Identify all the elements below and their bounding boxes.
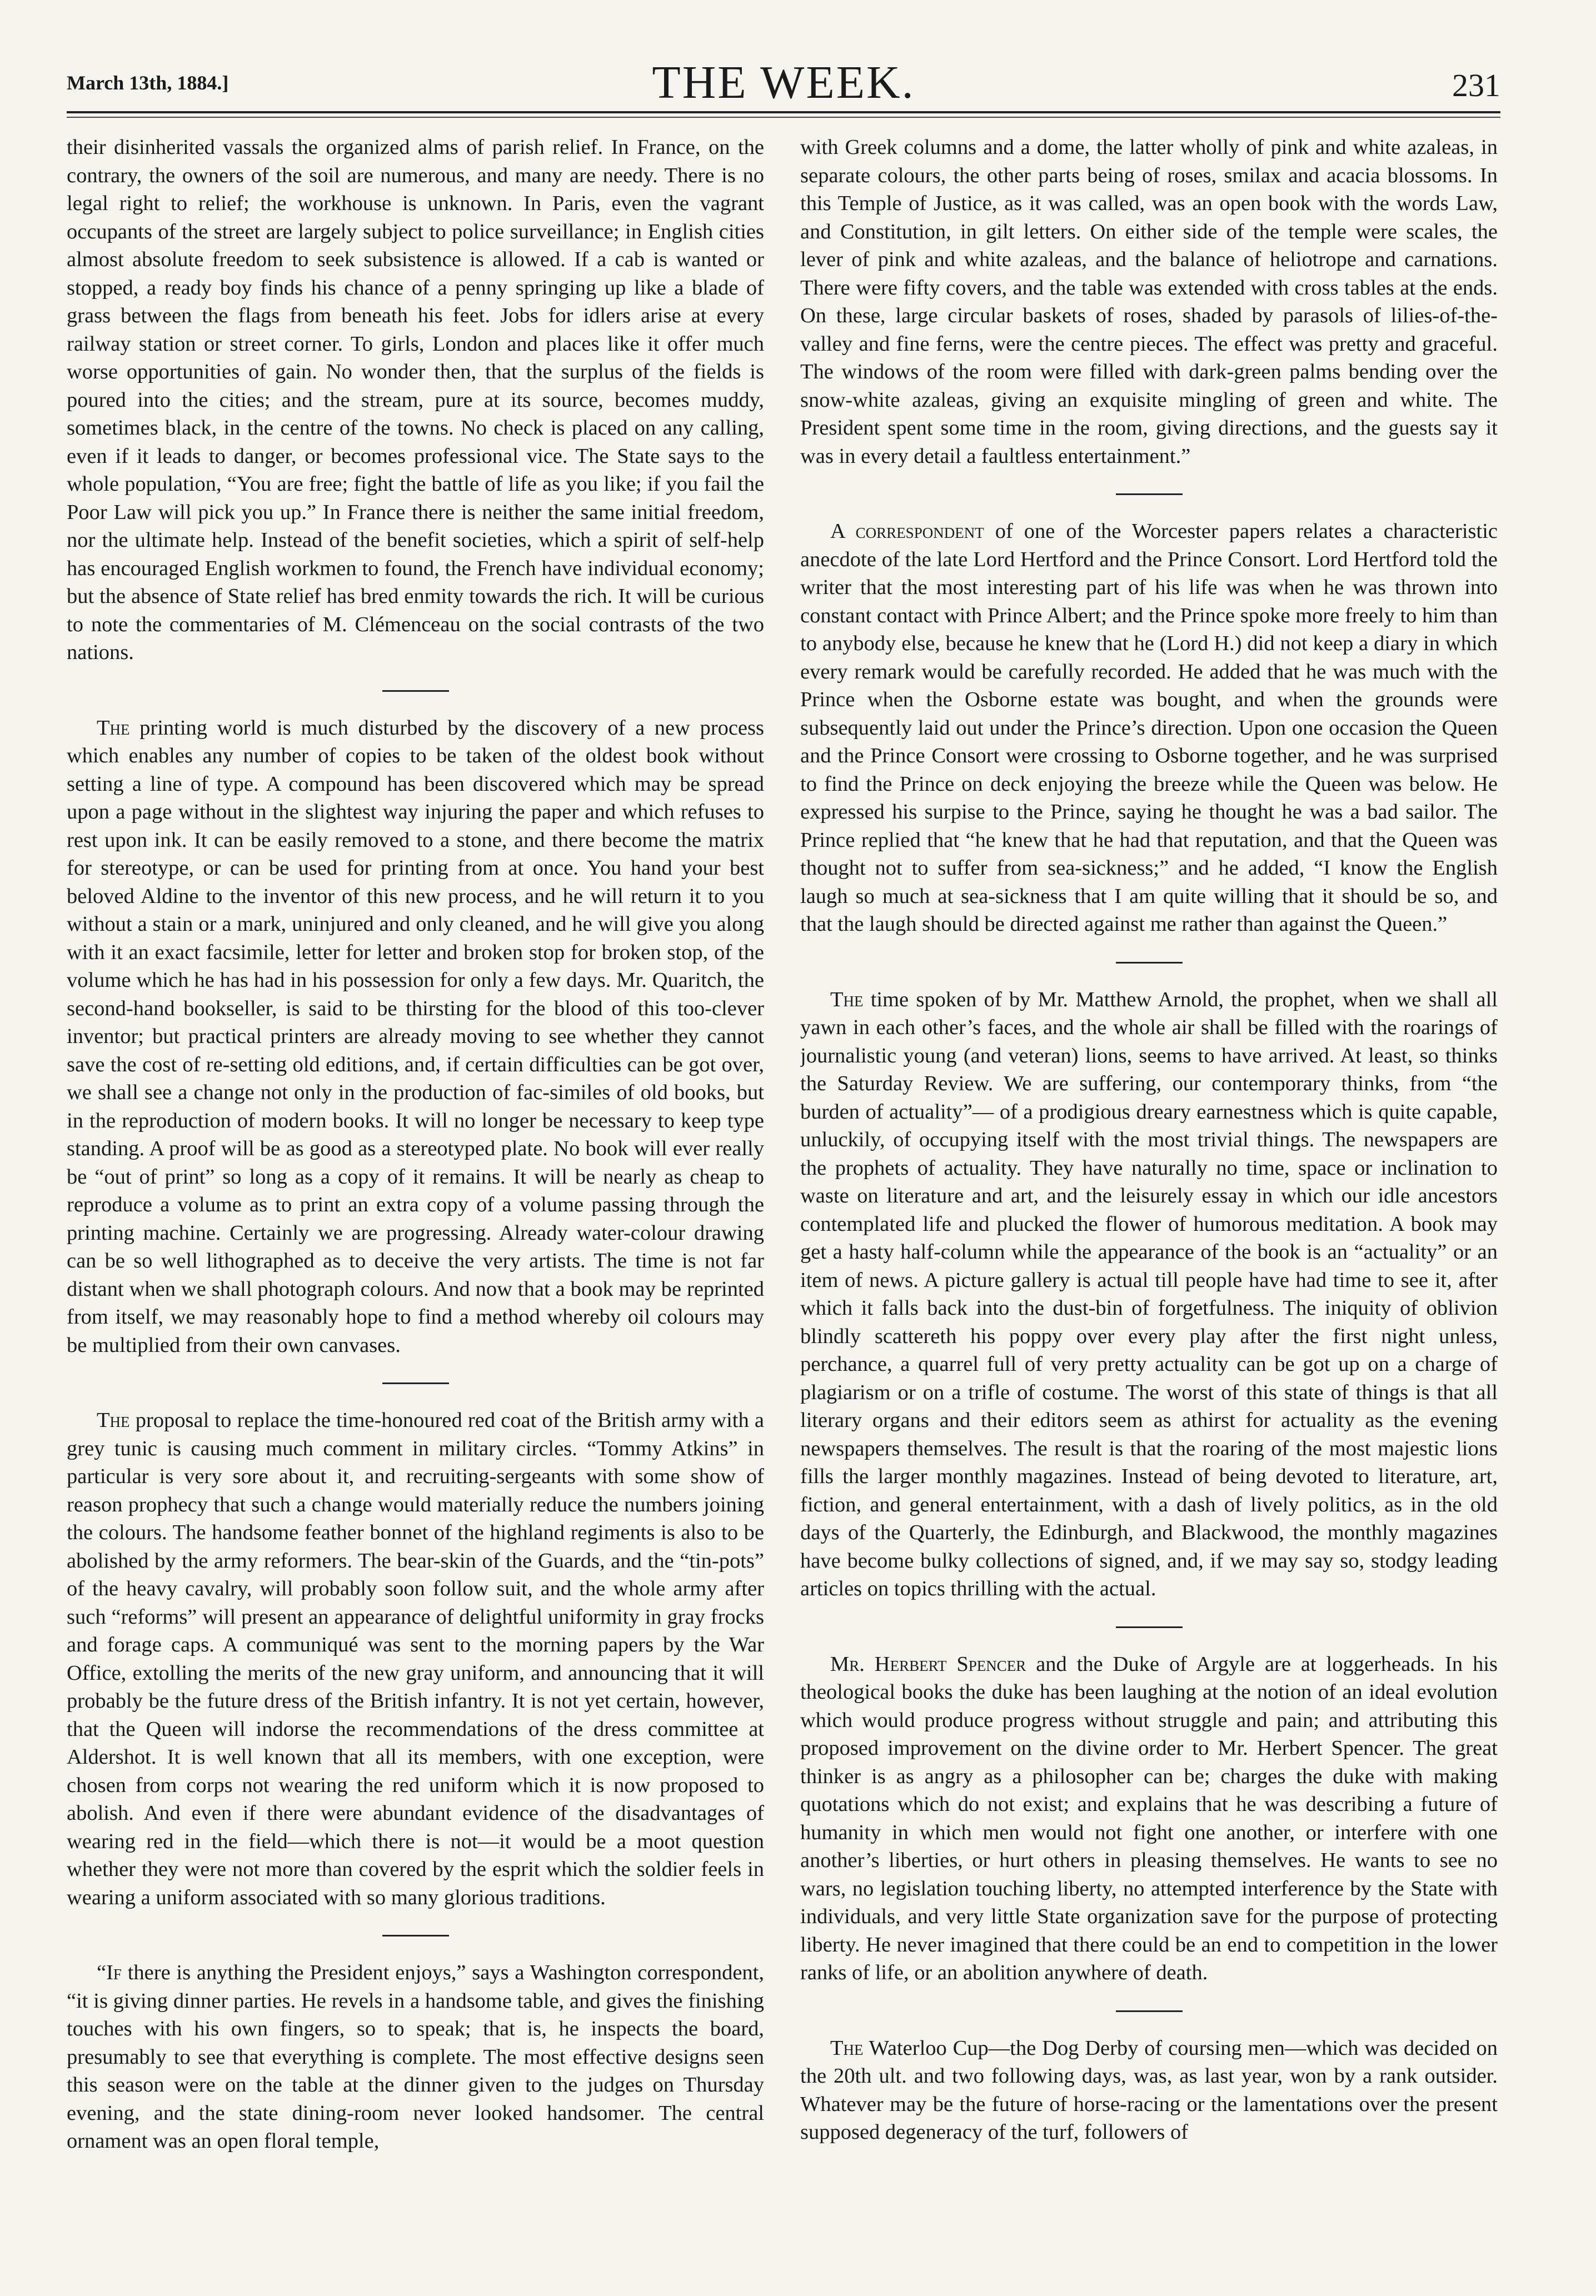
paragraph-lead: The [97, 716, 130, 740]
section-divider [1116, 962, 1183, 964]
right-column [800, 133, 1498, 2256]
paragraph-lead: The [97, 1409, 130, 1432]
paragraph-lead: Mr. Herbert Spencer [830, 1652, 1026, 1676]
paragraph-text: there is anything the President enjoys,” says a Washington correspondent, “it is giving dinner parties. He revels in a handsome table, and gives the finishing touches with his own fingers, so to speak; that is, he inspects the board, presumably to see that everything is complete. The most effective designs seen this season were on the table at the dinner given to the judges on Thursday evening, and the state dining-room never looked handsomer. The central ornament was an open floral temple, [67, 1961, 764, 2153]
paragraph-text: time spoken of by Mr. Matthew Arnold, the prophet, when we shall all yawn in each other’s faces, and the whole air shall be filled with the roarings of journalistic young (and veteran) lions, seems to have arrived. At least, so thinks the Saturday Review. We are suffering, our contemporary thinks, from “the burden of actuality”— of a prodigious dreary earnestness which is quite capable, unluckily, of occupying itself with the most trivial things. The newspapers are the prophets of actuality. They have naturally no time, space or inclination to waste on literature and art, and the leisurely essay in which our idle ancestors contemplated life and plucked the flower of humorous meditation. A book may get a hasty half-column while the appearance of the book is an “actuality” or an item of news. A picture gallery is actual till people have had time to see it, after which it falls back into the dust-bin of forgetfulness. The iniquity of oblivion blindly scattereth his poppy over every play after the first night unless, perchance, a quarrel full of very pretty actuality can be got up on a charge of plagiarism or on a trifle of costume. The worst of this state of things is that all literary organs and their editors seem as athirst for actuality as the evening newspapers themselves. The result is that the roaring of the most majestic lions fills the larger monthly magazines. Instead of being devoted to literature, art, fiction, and general entertainment, with a dash of lively politics, as in the old days of the Quarterly, the Edinburgh, and Blackwood, the monthly magazines have become bulky collections of signed, and, if we may say so, stodgy leading articles on topics thrilling with the actual. [800, 987, 1498, 1600]
paragraph-lead: The [830, 2036, 864, 2060]
article-paragraph [67, 714, 764, 1360]
paragraph-text: with Greek columns and a dome, the latter wholly of pink and white azaleas, in separate colours, the other parts being of roses, smilax and acacia blossoms. In this Temple of Justice, as it was called, was an open book with the words Law, and Constitution, in gilt letters. On either side of the temple were scales, the lever of pink and white azaleas, and the balance of heliotrope and carnations. There were fifty covers, and the table was extended with cross tables at the ends. On these, large circular baskets of roses, shaded by parasols of lilies-of-the-valley and fine ferns, were the centre pieces. The effect was pretty and graceful. The windows of the room were filled with dark-green palms bending over the snow-white azaleas, giving an exquisite mingling of green and white. The President spent some time in the room, giving directions, and the guests say it was in every detail a faultless entertainment.” [800, 136, 1498, 468]
article-paragraph [67, 1406, 764, 1911]
header-rule [67, 111, 1500, 113]
article-paragraph [800, 2034, 1498, 2147]
section-divider [1116, 493, 1183, 495]
article-paragraph [67, 1959, 764, 2155]
section-divider [382, 690, 449, 692]
paragraph-text: Waterloo Cup—the Dog Derby of coursing men—which was decided on the 20th ult. and two following days, was, as last year, won by a rank outsider. Whatever may be the future of horse-racing or the lamentations over the present supposed degeneracy of the turf, followers of [800, 2036, 1498, 2144]
page-header [67, 56, 1500, 117]
section-divider [1116, 2010, 1183, 2012]
paragraph-lead: The [830, 987, 864, 1011]
issue-date: March 13th, 1884.] [67, 72, 229, 94]
article-paragraph [800, 133, 1498, 470]
article-paragraph [800, 1650, 1498, 1987]
header-rule-thin [67, 117, 1500, 118]
paragraph-text: and the Duke of Argyle are at loggerheads. In his theological books the duke has been laughing at the notion of an ideal evolution which would produce progress without struggle and pain; and attributing this proposed improvement on the divine order to Mr. Herbert Spencer. The great thinker is as angry as a philosopher can be; charges the duke with making quotations which do not exist; and explains that he was describing a future of humanity in which men would not fight one another, or interfere with one another’s liberties, or hurt others in pleasing themselves. He wants to see no wars, no legislation touching liberty, no attempted interference by the State with individuals, and very little State organization save for the purpose of protecting liberty. He never imagined that there could be an end to competition in the lower ranks of life, or an abolition anywhere of death. [800, 1652, 1498, 1984]
paragraph-text: of one of the Worcester papers relates a characteristic anecdote of the late Lord Hertford and the Prince Consort. Lord Hertford told the writer that the most interesting part of his life was when he was thrown into constant contact with Prince Albert; and the Prince spoke more freely to him than to anybody else, because he knew that he (Lord H.) did not keep a diary in which every remark would be carefully recorded. He added that he was much with the Prince when the Osborne estate was bought, and when the grounds were subsequently laid out under the Prince’s direction. Upon one occasion the Queen and the Prince Consort were crossing to Osborne together, and he was surprised to find the Prince on deck enjoying the breeze while the Queen was below. He expressed his surpise to the Prince, saying he thought he was a bad sailor. The Prince replied that “he knew that he had that reputation, and that the Queen was thought not to suffer from sea-sickness;” and he added, “I know the English laugh so much at sea-sickness that I am quite willing that it should be so, and that the laugh should be directed against me rather than against the Queen.” [800, 520, 1498, 936]
article-paragraph [800, 986, 1498, 1603]
paragraph-lead: A correspondent [830, 520, 984, 543]
masthead-title: THE WEEK. [652, 57, 915, 108]
paragraph-lead: “If [97, 1961, 122, 1984]
paragraph-text: printing world is much disturbed by the discovery of a new process which enables any number of copies to be taken of the oldest book without setting a line of type. A compound has been discovered which may be spread upon a page without in the slightest way injuring the paper and which refuses to rest upon ink. It can be easily removed to a stone, and there become the matrix for stereotype, or can be used for printing from at once. You hand your best beloved Aldine to the inventor of this new process, and he will return it to you without a stain or a mark, uninjured and only cleaned, and he will give you along with it an exact facsimile, letter for letter and broken stop for broken stop, of the volume which he has had in his possession for only a few days. Mr. Quaritch, the second-hand bookseller, is said to be thirsting for the blood of this too-clever inventor; but practical printers are already moving to see whether they cannot save the cost of re-setting old editions, and, if certain difficulties can be got over, we shall see a change not only in the production of fac-similes of old books, but in the reproduction of modern books. It will no longer be necessary to keep type standing. A proof will be as good as a stereotyped plate. No book will ever really be “out of print” so long as a copy of it remains. It will be nearly as cheap to reproduce a volume as to print an extra copy of a volume passing through the printing machine. Certainly we are progressing. Already water-colour drawing can be so well lithographed as to deceive the very artists. The time is not far distant when we shall photograph colours. And now that a book may be reprinted from itself, we may reasonably hope to find a method whereby oil colours may be multiplied from their own canvases. [67, 716, 764, 1357]
article-paragraph [800, 517, 1498, 939]
article-paragraph [67, 133, 764, 667]
section-divider [382, 1382, 449, 1384]
section-divider [1116, 1626, 1183, 1628]
page-number: 231 [1452, 67, 1500, 103]
section-divider [382, 1935, 449, 1936]
paragraph-text: their disinherited vassals the organized alms of parish relief. In France, on the contrary, the owners of the soil are numerous, and many are needy. There is no legal right to relief; the workhouse is unknown. In Paris, even the vagrant occupants of the street are largely subject to police surveillance; in English cities almost absolute freedom to seek subsistence is allowed. If a cab is wanted or stopped, a ready boy finds his chance of a penny springing up like a blade of grass between the flags from beneath his feet. Jobs for idlers arise at every railway station or street corner. To girls, London and places like it offer much worse opportunities of gain. No wonder then, that the surplus of the fields is poured into the cities; and the stream, pure at its source, becomes muddy, sometimes black, in the centre of the towns. No check is placed on any calling, even if it leads to danger, or becomes professional vice. The State says to the whole population, “You are free; fight the battle of life as you like; if you fail the Poor Law will pick you up.” In France there is neither the same initial freedom, nor the ultimate help. Instead of the benefit societies, which a spirit of self-help has encouraged English workmen to found, the French have individual economy; but the absence of State relief has bred enmity towards the rich. It will be curious to note the commentaries of M. Clémenceau on the social contrasts of the two nations. [67, 136, 764, 664]
left-column [67, 133, 764, 2256]
paragraph-text: proposal to replace the time-honoured red coat of the British army with a grey tunic is causing much comment in military circles. “Tommy Atkins” in particular is very sore about it, and recruiting-sergeants with some show of reason prophecy that such a change would materially reduce the numbers joining the colours. The handsome feather bonnet of the highland regiments is also to be abolished by the army reformers. The bear-skin of the Guards, and the “tin-pots” of the heavy cavalry, will probably soon follow suit, and the whole army after such “reforms” will present an appearance of delightful uniformity in gray frocks and forage caps. A communiqué was sent to the morning papers by the War Office, extolling the merits of the new gray uniform, and announcing that it will probably be the future dress of the British infantry. It is not yet certain, however, that the Queen will indorse the recommendations of the dress committee at Aldershot. It is well known that all its members, with one exception, were chosen from corps not wearing the red uniform which it is now proposed to abolish. And even if there were abundant evidence of the disadvantages of wearing red in the field—which there is not—it would be a moot question whether they were not more than covered by the esprit which the soldier feels in wearing a uniform associated with so many glorious traditions. [67, 1409, 764, 1909]
